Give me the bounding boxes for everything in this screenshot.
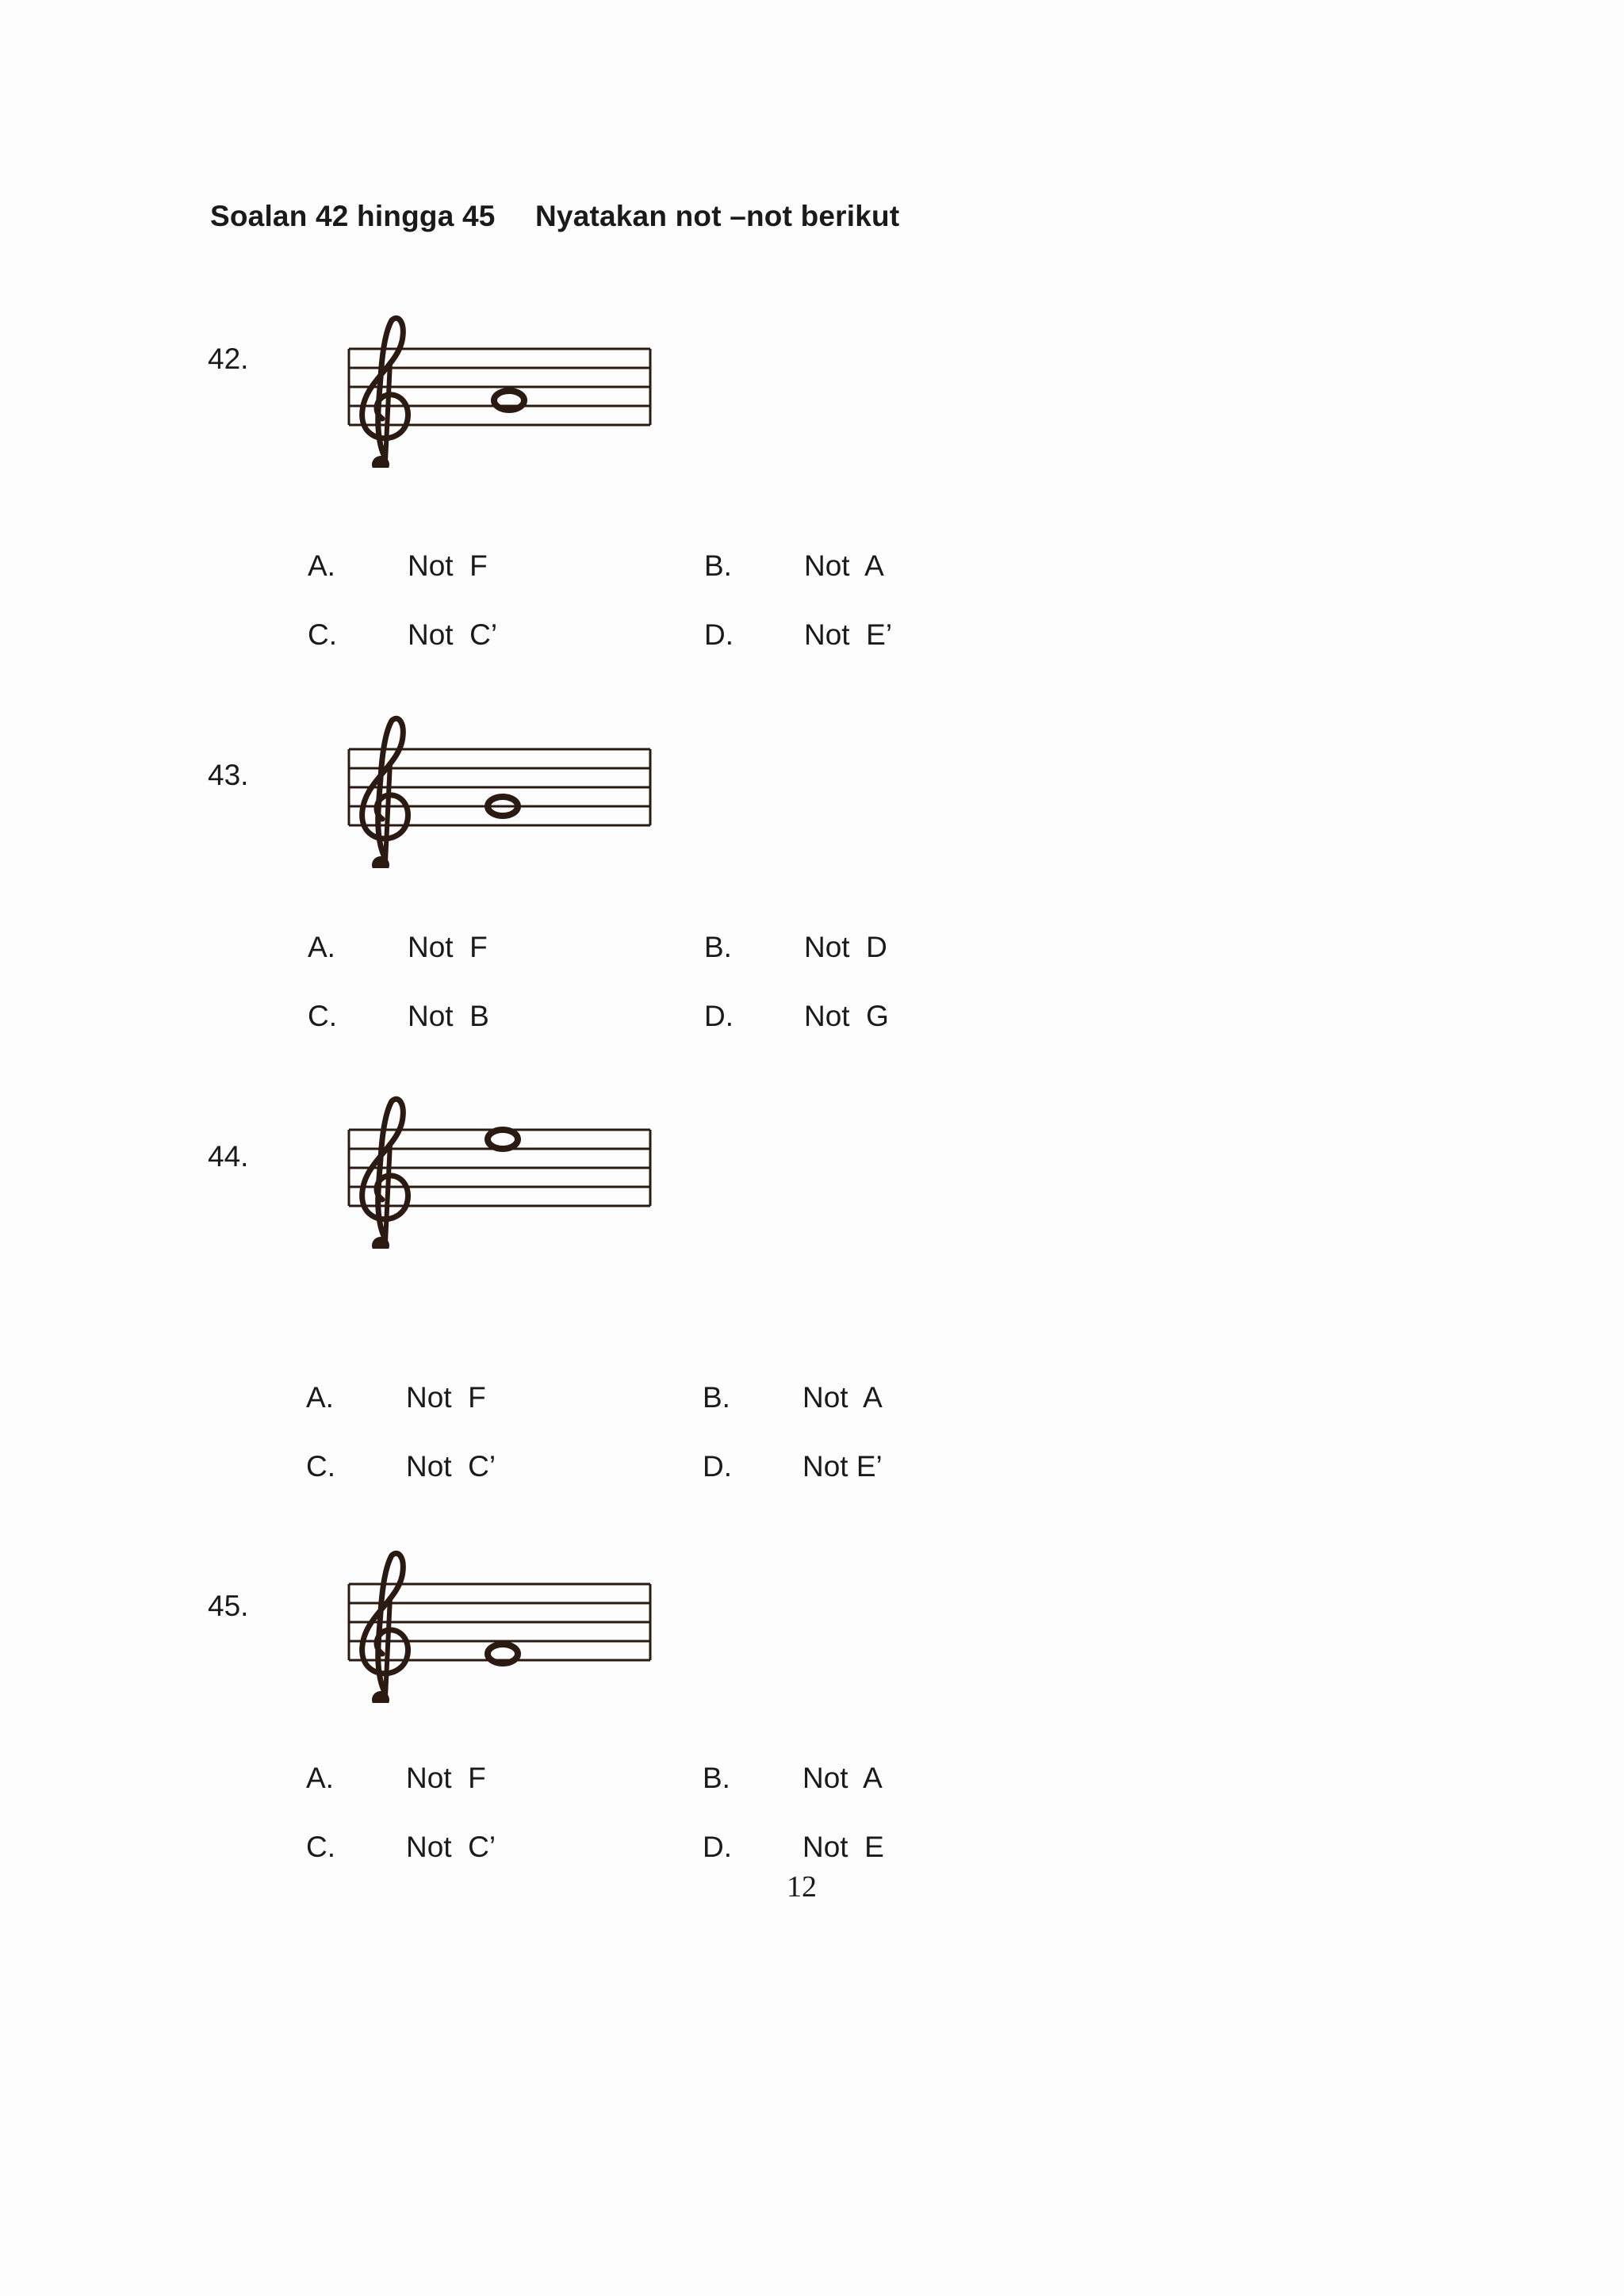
instruction-text: Nyatakan not –not berikut [535,200,900,232]
option-c[interactable]: C. Not C’ [306,1450,496,1483]
option-a[interactable]: A. Not F [308,931,488,963]
page-number: 12 [787,1870,817,1904]
music-staff [333,309,666,468]
section-header [210,200,899,233]
option-b[interactable]: B. Not D [704,931,887,963]
option-a[interactable]: A. Not F [306,1762,486,1794]
option-c[interactable]: C. Not B [308,1000,489,1032]
option-d[interactable]: D. Not E’ [703,1450,883,1483]
whole-note-icon [494,391,524,410]
whole-note-icon [488,1130,518,1149]
option-d[interactable]: D. Not E’ [704,618,893,651]
question-range: Soalan 42 hingga 45 [210,200,496,232]
option-c[interactable]: C. Not C’ [308,618,498,651]
music-staff [333,710,666,868]
question-number: 43. [208,759,249,791]
music-staff [333,1090,666,1249]
option-c[interactable]: C. Not C’ [306,1831,496,1863]
question-number: 42. [208,342,249,375]
option-b[interactable]: B. Not A [704,549,884,582]
question-number: 45. [208,1590,249,1622]
option-b[interactable]: B. Not A [703,1381,883,1414]
treble-clef-icon [362,1099,408,1249]
option-a[interactable]: A. Not F [308,549,488,582]
question-number: 44. [208,1140,249,1173]
treble-clef-icon [362,1553,408,1703]
treble-clef-icon [362,718,408,868]
music-staff [333,1544,666,1703]
option-b[interactable]: B. Not A [703,1762,883,1794]
option-a[interactable]: A. Not F [306,1381,486,1414]
whole-note-icon [488,1644,518,1663]
option-d[interactable]: D. Not G [704,1000,889,1032]
treble-clef-icon [362,318,408,468]
option-d[interactable]: D. Not E [703,1831,884,1863]
